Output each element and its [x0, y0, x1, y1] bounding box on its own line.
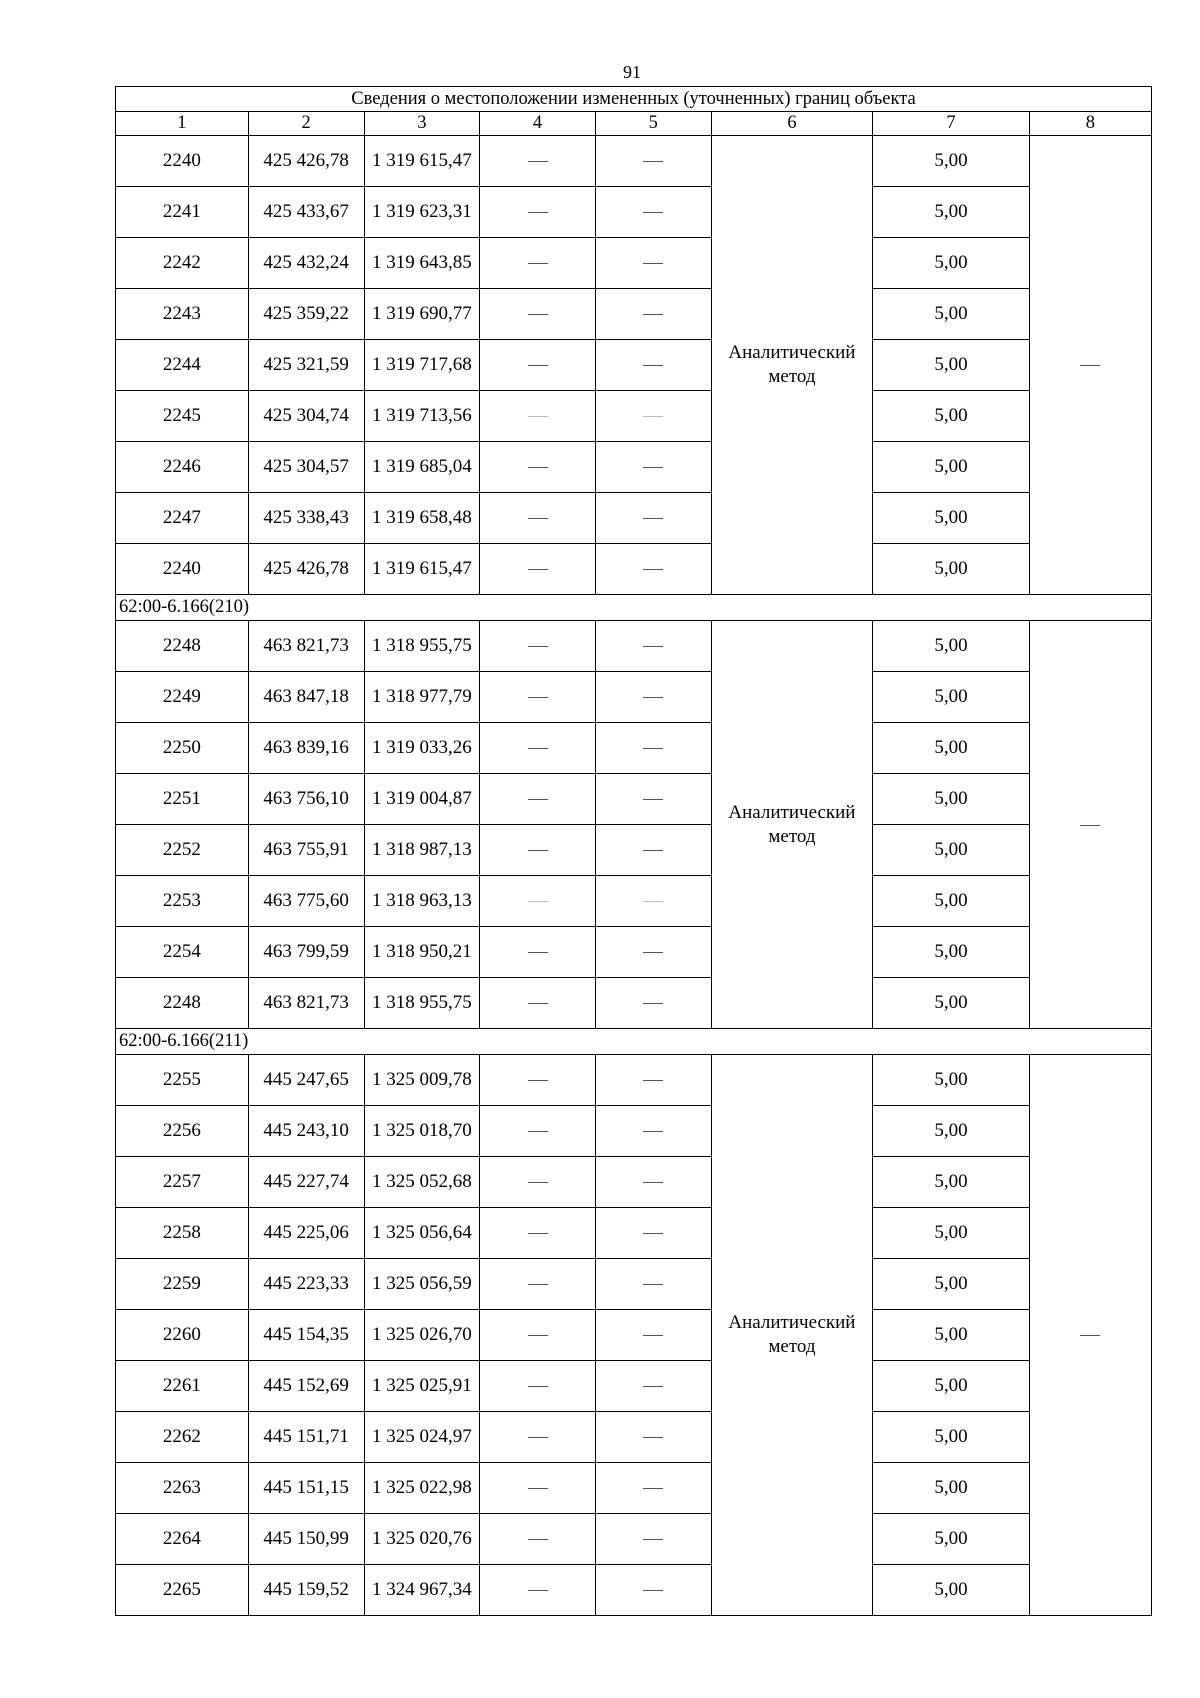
- point-number: 2245: [116, 391, 249, 442]
- dash-mark: [643, 1182, 663, 1183]
- dash-mark: [643, 1284, 663, 1285]
- accuracy-value: 5,00: [873, 621, 1029, 672]
- dash-mark: [1080, 825, 1100, 826]
- accuracy-value: 5,00: [873, 1565, 1029, 1616]
- column-5-dash: [595, 1106, 711, 1157]
- column-4-dash: [480, 1565, 596, 1616]
- dash-mark: [643, 518, 663, 519]
- coordinate-x: 425 359,22: [248, 289, 364, 340]
- accuracy-value: 5,00: [873, 238, 1029, 289]
- coordinate-y: 1 325 009,78: [364, 1055, 480, 1106]
- coordinate-x: 425 426,78: [248, 136, 364, 187]
- column-5-dash: [595, 1157, 711, 1208]
- table-row: [116, 876, 1152, 927]
- point-number: 2263: [116, 1463, 249, 1514]
- column-5-dash: [595, 876, 711, 927]
- point-number: 2244: [116, 340, 249, 391]
- coordinate-x: 445 154,35: [248, 1310, 364, 1361]
- dash-mark: [643, 263, 663, 264]
- column-4-dash: [480, 187, 596, 238]
- point-number: 2259: [116, 1259, 249, 1310]
- dash-mark: [528, 952, 548, 953]
- coordinate-y: 1 325 052,68: [364, 1157, 480, 1208]
- dash-mark: [643, 952, 663, 953]
- point-number: 2243: [116, 289, 249, 340]
- point-number: 2250: [116, 723, 249, 774]
- accuracy-value: 5,00: [873, 544, 1029, 595]
- table-row: [116, 1208, 1152, 1259]
- dash-mark: [643, 1003, 663, 1004]
- dash-mark: [643, 1080, 663, 1081]
- dash-mark: [643, 748, 663, 749]
- point-number: 2247: [116, 493, 249, 544]
- dash-mark: [643, 416, 663, 417]
- dash-mark: [528, 901, 548, 902]
- column-4-dash: [480, 136, 596, 187]
- point-number: 2240: [116, 544, 249, 595]
- column-4-dash: [480, 672, 596, 723]
- coordinate-x: 445 159,52: [248, 1565, 364, 1616]
- coordinate-x: 425 426,78: [248, 544, 364, 595]
- coordinate-x: 463 839,16: [248, 723, 364, 774]
- coordinate-x: 445 243,10: [248, 1106, 364, 1157]
- coordinate-y: 1 319 717,68: [364, 340, 480, 391]
- table-row: [116, 621, 1152, 672]
- accuracy-value: 5,00: [873, 723, 1029, 774]
- accuracy-value: 5,00: [873, 1055, 1029, 1106]
- accuracy-value: 5,00: [873, 1208, 1029, 1259]
- column-number: 2: [248, 112, 364, 136]
- table-row: [116, 493, 1152, 544]
- dash-mark: [528, 1437, 548, 1438]
- dash-mark: [528, 263, 548, 264]
- point-number: 2255: [116, 1055, 249, 1106]
- point-number: 2248: [116, 978, 249, 1029]
- coordinate-y: 1 325 020,76: [364, 1514, 480, 1565]
- coordinate-y: 1 318 950,21: [364, 927, 480, 978]
- column-4-dash: [480, 1463, 596, 1514]
- point-number: 2254: [116, 927, 249, 978]
- accuracy-value: 5,00: [873, 1106, 1029, 1157]
- point-number: 2258: [116, 1208, 249, 1259]
- coordinate-y: 1 325 056,64: [364, 1208, 480, 1259]
- point-number: 2249: [116, 672, 249, 723]
- column-4-dash: [480, 1514, 596, 1565]
- table-row: [116, 1106, 1152, 1157]
- dash-mark: [643, 1233, 663, 1234]
- dash-mark: [643, 1131, 663, 1132]
- point-number: 2246: [116, 442, 249, 493]
- column-5-dash: [595, 340, 711, 391]
- coordinate-y: 1 319 004,87: [364, 774, 480, 825]
- dash-mark: [528, 1539, 548, 1540]
- coordinate-y: 1 319 685,04: [364, 442, 480, 493]
- table-row: [116, 825, 1152, 876]
- column-5-dash: [595, 1208, 711, 1259]
- dash-mark: [528, 1182, 548, 1183]
- column-5-dash: [595, 1412, 711, 1463]
- table-row: [116, 723, 1152, 774]
- coordinate-y: 1 318 977,79: [364, 672, 480, 723]
- coordinate-y: 1 319 623,31: [364, 187, 480, 238]
- column-4-dash: [480, 1208, 596, 1259]
- column-4-dash: [480, 238, 596, 289]
- accuracy-value: 5,00: [873, 493, 1029, 544]
- column-4-dash: [480, 1055, 596, 1106]
- coordinate-x: 445 247,65: [248, 1055, 364, 1106]
- column-4-dash: [480, 1361, 596, 1412]
- dash-mark: [528, 697, 548, 698]
- table-row: [116, 442, 1152, 493]
- coordinate-y: 1 318 955,75: [364, 978, 480, 1029]
- point-number: 2257: [116, 1157, 249, 1208]
- column-5-dash: [595, 927, 711, 978]
- dash-mark: [643, 1386, 663, 1387]
- dash-mark: [528, 569, 548, 570]
- coordinate-y: 1 319 658,48: [364, 493, 480, 544]
- column-5-dash: [595, 672, 711, 723]
- table-row: [116, 289, 1152, 340]
- dash-mark: [528, 1233, 548, 1234]
- accuracy-value: 5,00: [873, 1361, 1029, 1412]
- table-row: [116, 1514, 1152, 1565]
- column-number: 5: [595, 112, 711, 136]
- table-row: [116, 1055, 1152, 1106]
- dash-mark: [528, 1386, 548, 1387]
- accuracy-value: 5,00: [873, 289, 1029, 340]
- dash-mark: [528, 161, 548, 162]
- table-row: [116, 1259, 1152, 1310]
- column-number: 8: [1029, 112, 1151, 136]
- accuracy-value: 5,00: [873, 1463, 1029, 1514]
- coordinate-y: 1 319 615,47: [364, 136, 480, 187]
- dash-mark: [643, 850, 663, 851]
- column-4-dash: [480, 1310, 596, 1361]
- coordinate-x: 425 304,74: [248, 391, 364, 442]
- accuracy-value: 5,00: [873, 391, 1029, 442]
- point-number: 2262: [116, 1412, 249, 1463]
- column-4-dash: [480, 978, 596, 1029]
- dash-mark: [643, 1539, 663, 1540]
- column-5-dash: [595, 391, 711, 442]
- coordinate-y: 1 319 643,85: [364, 238, 480, 289]
- coordinate-x: 463 821,73: [248, 621, 364, 672]
- column-4-dash: [480, 723, 596, 774]
- coordinate-y: 1 324 967,34: [364, 1565, 480, 1616]
- coordinate-x: 425 338,43: [248, 493, 364, 544]
- coordinate-y: 1 318 987,13: [364, 825, 480, 876]
- column-5-dash: [595, 544, 711, 595]
- column-4-dash: [480, 621, 596, 672]
- column-5-dash: [595, 442, 711, 493]
- column-4-dash: [480, 1106, 596, 1157]
- coordinate-y: 1 318 955,75: [364, 621, 480, 672]
- column-number: 7: [873, 112, 1029, 136]
- table-title-row: [116, 87, 1152, 112]
- table-row: [116, 1157, 1152, 1208]
- coordinate-x: 425 432,24: [248, 238, 364, 289]
- coordinate-x: 463 775,60: [248, 876, 364, 927]
- coordinate-y: 1 319 615,47: [364, 544, 480, 595]
- point-number: 2252: [116, 825, 249, 876]
- dash-mark: [643, 467, 663, 468]
- coordinate-y: 1 325 022,98: [364, 1463, 480, 1514]
- coordinate-y: 1 319 713,56: [364, 391, 480, 442]
- point-number: 2265: [116, 1565, 249, 1616]
- column-4-dash: [480, 825, 596, 876]
- column-4-dash: [480, 391, 596, 442]
- column-4-dash: [480, 544, 596, 595]
- table-title: Сведения о местоположении измененных (уточненных) границ объекта: [116, 87, 1152, 112]
- dash-mark: [528, 416, 548, 417]
- column-5-dash: [595, 825, 711, 876]
- table-row: [116, 672, 1152, 723]
- point-number: 2264: [116, 1514, 249, 1565]
- dash-mark: [643, 901, 663, 902]
- column-4-dash: [480, 289, 596, 340]
- dash-mark: [643, 697, 663, 698]
- dash-mark: [528, 1335, 548, 1336]
- table-row: [116, 391, 1152, 442]
- accuracy-value: 5,00: [873, 1514, 1029, 1565]
- coordinate-y: 1 318 963,13: [364, 876, 480, 927]
- accuracy-value: 5,00: [873, 876, 1029, 927]
- column-4-dash: [480, 1157, 596, 1208]
- coordinate-y: 1 325 018,70: [364, 1106, 480, 1157]
- table-row: [116, 136, 1152, 187]
- column-5-dash: [595, 621, 711, 672]
- dash-mark: [528, 1003, 548, 1004]
- dash-mark: [528, 212, 548, 213]
- point-number: 2240: [116, 136, 249, 187]
- table-row: [116, 238, 1152, 289]
- coordinate-x: 425 433,67: [248, 187, 364, 238]
- column-5-dash: [595, 774, 711, 825]
- column-5-dash: [595, 187, 711, 238]
- table-row: [116, 1463, 1152, 1514]
- point-number: 2241: [116, 187, 249, 238]
- accuracy-value: 5,00: [873, 774, 1029, 825]
- section-label: 62:00-6.166(211): [116, 1029, 1152, 1055]
- column-5-dash: [595, 493, 711, 544]
- column-4-dash: [480, 442, 596, 493]
- column-number: 1: [116, 112, 249, 136]
- column-number-row: [116, 112, 1152, 136]
- dash-mark: [528, 1590, 548, 1591]
- dash-mark: [643, 365, 663, 366]
- dash-mark: [643, 799, 663, 800]
- coordinate-x: 445 152,69: [248, 1361, 364, 1412]
- column-5-dash: [595, 1055, 711, 1106]
- column-5-dash: [595, 1514, 711, 1565]
- point-number: 2261: [116, 1361, 249, 1412]
- table-row: [116, 340, 1152, 391]
- column-5-dash: [595, 238, 711, 289]
- column-5-dash: [595, 723, 711, 774]
- column-number: 3: [364, 112, 480, 136]
- accuracy-value: 5,00: [873, 442, 1029, 493]
- dash-mark: [643, 212, 663, 213]
- coordinate-y: 1 325 025,91: [364, 1361, 480, 1412]
- column-8-cell: [1029, 621, 1151, 1029]
- dash-mark: [528, 646, 548, 647]
- accuracy-value: 5,00: [873, 136, 1029, 187]
- dash-mark: [643, 1590, 663, 1591]
- dash-mark: [528, 1488, 548, 1489]
- table-row: [116, 978, 1152, 1029]
- point-number: 2248: [116, 621, 249, 672]
- method-label: Аналитический метод: [728, 801, 856, 847]
- coordinate-x: 445 151,71: [248, 1412, 364, 1463]
- accuracy-value: 5,00: [873, 1310, 1029, 1361]
- point-number: 2242: [116, 238, 249, 289]
- dash-mark: [528, 1284, 548, 1285]
- dash-mark: [528, 518, 548, 519]
- table-row: [116, 187, 1152, 238]
- dash-mark: [528, 1080, 548, 1081]
- column-4-dash: [480, 927, 596, 978]
- method-cell: [711, 621, 873, 1029]
- column-5-dash: [595, 978, 711, 1029]
- table-row: [116, 927, 1152, 978]
- dash-mark: [528, 799, 548, 800]
- coordinate-x: 463 799,59: [248, 927, 364, 978]
- dash-mark: [643, 1488, 663, 1489]
- table-row: [116, 544, 1152, 595]
- coordinate-x: 425 304,57: [248, 442, 364, 493]
- dash-mark: [528, 850, 548, 851]
- coordinate-y: 1 325 056,59: [364, 1259, 480, 1310]
- dash-mark: [528, 314, 548, 315]
- dash-mark: [643, 1437, 663, 1438]
- coordinate-x: 445 150,99: [248, 1514, 364, 1565]
- method-cell: [711, 1055, 873, 1616]
- column-5-dash: [595, 1565, 711, 1616]
- column-4-dash: [480, 340, 596, 391]
- column-4-dash: [480, 774, 596, 825]
- accuracy-value: 5,00: [873, 187, 1029, 238]
- table-row: [116, 1361, 1152, 1412]
- accuracy-value: 5,00: [873, 1157, 1029, 1208]
- column-5-dash: [595, 1310, 711, 1361]
- point-number: 2256: [116, 1106, 249, 1157]
- accuracy-value: 5,00: [873, 1259, 1029, 1310]
- coordinate-x: 463 847,18: [248, 672, 364, 723]
- column-8-cell: [1029, 136, 1151, 595]
- dash-mark: [643, 646, 663, 647]
- method-cell: [711, 136, 873, 595]
- point-number: 2260: [116, 1310, 249, 1361]
- page-number: 91: [623, 62, 641, 82]
- coordinate-x: 445 225,06: [248, 1208, 364, 1259]
- dash-mark: [1080, 1335, 1100, 1336]
- table-row: [116, 1565, 1152, 1616]
- coordinate-y: 1 319 033,26: [364, 723, 480, 774]
- accuracy-value: 5,00: [873, 340, 1029, 391]
- coordinate-x: 445 227,74: [248, 1157, 364, 1208]
- column-4-dash: [480, 876, 596, 927]
- section-header-row: [116, 1029, 1152, 1055]
- column-5-dash: [595, 1259, 711, 1310]
- coordinate-x: 463 756,10: [248, 774, 364, 825]
- dash-mark: [528, 748, 548, 749]
- point-number: 2253: [116, 876, 249, 927]
- section-label: 62:00-6.166(210): [116, 595, 1152, 621]
- column-number: 6: [711, 112, 873, 136]
- boundary-coordinates-table: [115, 86, 1152, 1616]
- dash-mark: [528, 365, 548, 366]
- method-label: Аналитический метод: [728, 1312, 856, 1357]
- coordinate-y: 1 319 690,77: [364, 289, 480, 340]
- point-number: 2251: [116, 774, 249, 825]
- column-4-dash: [480, 1412, 596, 1463]
- table-row: [116, 1412, 1152, 1463]
- section-header-row: [116, 595, 1152, 621]
- table-row: [116, 1310, 1152, 1361]
- dash-mark: [528, 1131, 548, 1132]
- coordinate-x: 425 321,59: [248, 340, 364, 391]
- coordinate-x: 463 821,73: [248, 978, 364, 1029]
- dash-mark: [1080, 365, 1100, 366]
- column-4-dash: [480, 1259, 596, 1310]
- method-label: Аналитический метод: [728, 342, 856, 387]
- dash-mark: [643, 1335, 663, 1336]
- column-5-dash: [595, 1361, 711, 1412]
- coordinate-x: 445 223,33: [248, 1259, 364, 1310]
- dash-mark: [643, 314, 663, 315]
- coordinate-x: 463 755,91: [248, 825, 364, 876]
- column-5-dash: [595, 136, 711, 187]
- coordinate-x: 445 151,15: [248, 1463, 364, 1514]
- accuracy-value: 5,00: [873, 825, 1029, 876]
- column-5-dash: [595, 1463, 711, 1514]
- table-row: [116, 774, 1152, 825]
- dash-mark: [528, 467, 548, 468]
- column-number: 4: [480, 112, 596, 136]
- accuracy-value: 5,00: [873, 672, 1029, 723]
- column-8-cell: [1029, 1055, 1151, 1616]
- accuracy-value: 5,00: [873, 927, 1029, 978]
- column-4-dash: [480, 493, 596, 544]
- dash-mark: [643, 569, 663, 570]
- accuracy-value: 5,00: [873, 1412, 1029, 1463]
- coordinate-y: 1 325 024,97: [364, 1412, 480, 1463]
- dash-mark: [643, 161, 663, 162]
- accuracy-value: 5,00: [873, 978, 1029, 1029]
- column-5-dash: [595, 289, 711, 340]
- coordinate-y: 1 325 026,70: [364, 1310, 480, 1361]
